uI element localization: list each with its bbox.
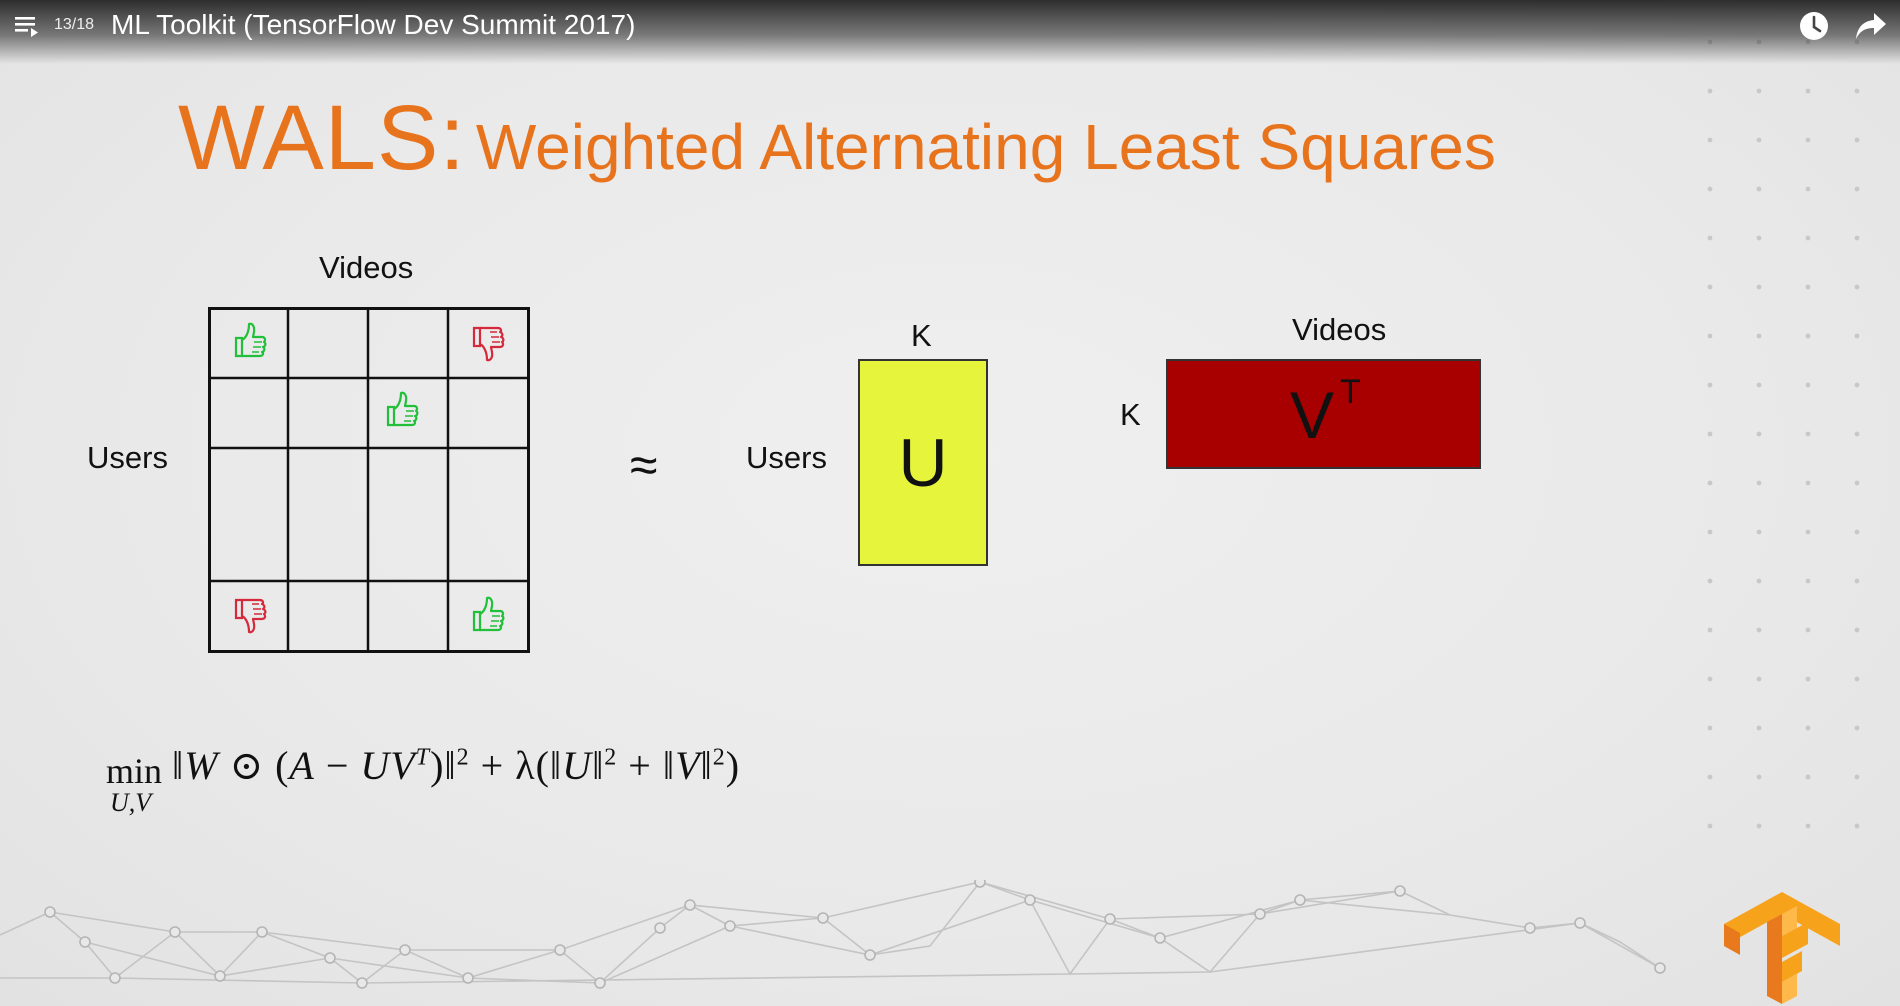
title-main: WALS:	[178, 87, 466, 189]
decorative-dot	[1708, 285, 1713, 290]
matrix-u-cols-label: K	[911, 318, 932, 353]
decorative-dot	[1757, 285, 1762, 290]
decorative-dot	[1806, 530, 1811, 535]
decorative-dot	[1708, 628, 1713, 633]
matrix-a-columns-label: Videos	[319, 250, 414, 285]
matrix-u-name: U	[898, 424, 948, 501]
decorative-dot	[1855, 628, 1860, 633]
decorative-dot	[1757, 775, 1762, 780]
decorative-dot	[1757, 677, 1762, 682]
decorative-dot	[1806, 824, 1811, 829]
decorative-dot	[1757, 579, 1762, 584]
matrix-vt-cols-label: Videos	[1292, 312, 1387, 347]
decorative-dot	[1806, 775, 1811, 780]
decorative-dot	[1757, 432, 1762, 437]
decorative-dot	[1855, 775, 1860, 780]
thumbs-down-icon	[236, 600, 265, 632]
slide-title	[178, 86, 1496, 191]
decorative-dot	[1806, 432, 1811, 437]
player-top-bar	[0, 0, 1900, 64]
thumbs-up-icon	[388, 393, 417, 425]
decorative-dot	[1757, 481, 1762, 486]
decorative-dot	[1757, 236, 1762, 241]
video-title[interactable]: ML Toolkit (TensorFlow Dev Summit 2017)	[111, 9, 636, 40]
decorative-dot	[1855, 334, 1860, 339]
decorative-dot	[1806, 236, 1811, 241]
tensorflow-logo	[1722, 890, 1842, 1006]
decorative-dot	[1708, 236, 1713, 241]
decorative-dot	[1708, 383, 1713, 388]
decorative-dot	[1806, 138, 1811, 143]
decorative-dot	[1757, 383, 1762, 388]
decorative-dot	[1757, 530, 1762, 535]
decorative-dot	[1855, 579, 1860, 584]
title-sub: Weighted Alternating Least Squares	[475, 111, 1496, 183]
objective-formula	[106, 738, 866, 828]
decorative-dot	[1806, 628, 1811, 633]
decorative-dot	[1806, 334, 1811, 339]
decorative-dot	[1708, 187, 1713, 192]
matrix-vt	[1166, 359, 1481, 469]
decorative-dot	[1855, 432, 1860, 437]
decorative-dot	[1855, 138, 1860, 143]
decorative-dot	[1806, 579, 1811, 584]
decorative-dot	[1855, 824, 1860, 829]
decorative-dot	[1806, 677, 1811, 682]
decorative-dot	[1757, 334, 1762, 339]
formula-subscript: U,V	[110, 788, 152, 817]
decorative-dot	[1855, 677, 1860, 682]
decorative-dot	[1757, 187, 1762, 192]
decorative-dot	[1708, 530, 1713, 535]
matrix-vt-superscript: T	[1340, 373, 1361, 411]
decorative-dot	[1855, 481, 1860, 486]
decorative-dot	[1855, 187, 1860, 192]
decorative-dot	[1757, 138, 1762, 143]
decorative-dot	[1855, 383, 1860, 388]
decorative-dot	[1855, 285, 1860, 290]
decorative-dot	[1806, 89, 1811, 94]
playlist-icon[interactable]	[14, 14, 40, 38]
decorative-dot	[1806, 383, 1811, 388]
decorative-dot	[1708, 481, 1713, 486]
network-decoration	[0, 880, 1900, 1006]
decorative-dot	[1757, 824, 1762, 829]
decorative-dot	[1757, 726, 1762, 731]
watch-later-icon[interactable]	[1798, 10, 1830, 42]
decorative-dot	[1708, 89, 1713, 94]
decorative-dot	[1708, 677, 1713, 682]
matrix-vt-rows-label: K	[1120, 397, 1141, 432]
playlist-count: 13/18	[54, 16, 95, 33]
decorative-dot	[1855, 726, 1860, 731]
decorative-dot	[1855, 530, 1860, 535]
decorative-dot	[1708, 775, 1713, 780]
matrix-a-rows-label: Users	[87, 440, 168, 475]
share-icon[interactable]	[1854, 10, 1888, 42]
decorative-dot	[1708, 432, 1713, 437]
decorative-dot	[1855, 236, 1860, 241]
decorative-dot	[1806, 726, 1811, 731]
matrix-u-rows-label: Users	[746, 440, 827, 475]
matrix-u	[858, 359, 988, 566]
thumbs-down-icon	[474, 328, 503, 360]
decorative-dot	[1806, 187, 1811, 192]
ratings-matrix	[208, 307, 530, 653]
approx-symbol: ≈	[630, 437, 658, 493]
thumbs-up-icon	[474, 598, 503, 630]
decorative-dot	[1806, 285, 1811, 290]
decorative-dot	[1708, 726, 1713, 731]
decorative-dot	[1708, 334, 1713, 339]
decorative-dot	[1708, 579, 1713, 584]
formula-min: min	[106, 751, 163, 791]
decorative-dot	[1708, 138, 1713, 143]
matrix-vt-name: V	[1290, 378, 1335, 452]
formula-expression: ‖W ⊙ $(A - UV^T)‖^2$ + λ(‖U‖$^2$ + ‖V‖$^2$)	[172, 743, 741, 788]
decorative-dot	[1855, 89, 1860, 94]
dot-pattern	[1700, 30, 1900, 850]
decorative-dot	[1757, 628, 1762, 633]
thumbs-up-icon	[236, 324, 265, 356]
decorative-dot	[1806, 481, 1811, 486]
decorative-dot	[1757, 89, 1762, 94]
decorative-dot	[1708, 824, 1713, 829]
